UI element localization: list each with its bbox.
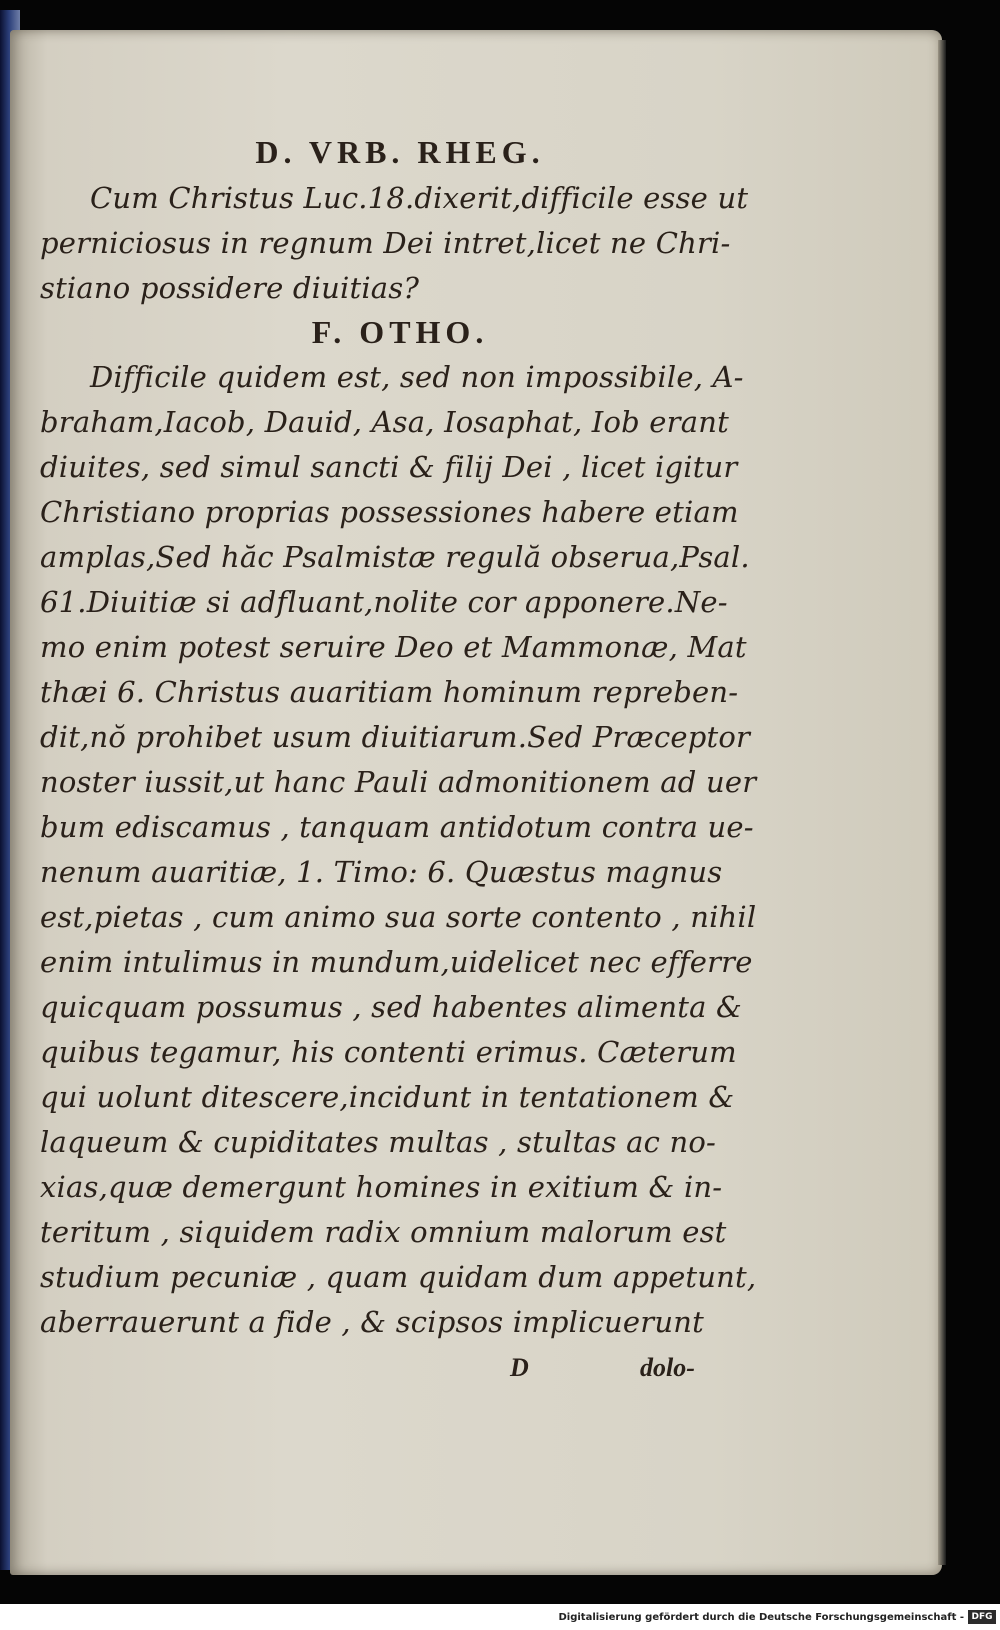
catchword: dolo- xyxy=(640,1353,695,1382)
text-line: Difficile quidem est, sed non impossibile, A- xyxy=(90,360,744,394)
signature-mark: D xyxy=(510,1353,529,1382)
text-line: bum ediscamus , tanquam antidotum contra ue- xyxy=(40,810,754,844)
text-line: teritum , siquidem radix omnium malorum est xyxy=(40,1215,727,1249)
text-line: quicquam possumus , sed habentes alimenta & xyxy=(40,990,743,1024)
text-line: braham,Iacob, Dauid, Asa, Iosaphat, Iob erant xyxy=(40,405,729,439)
text-line: xias,quæ demergunt homines in exitium & in- xyxy=(40,1170,723,1204)
text-line: mo enim potest seruire Deo et Mammonæ, Mat xyxy=(40,630,747,664)
text-line: stiano possidere diuitias? xyxy=(40,271,420,305)
text-line: enim intulimus in mundum,uidelicet nec efferre xyxy=(40,945,753,979)
page-edge-shadow xyxy=(938,40,946,1565)
text-line: nenum auaritiæ, 1. Timo: 6. Quæstus magnus xyxy=(40,855,723,889)
text-line: qui uolunt ditescere,incidunt in tentationem & xyxy=(40,1080,735,1114)
text-line: quibus tegamur, his contenti erimus. Cæterum xyxy=(40,1035,737,1069)
speaker-heading: F. OTHO. xyxy=(311,314,489,350)
text-line: Cum Christus Luc.18.dixerit,difficile esse ut xyxy=(90,181,749,215)
text-line: est,pietas , cum animo sua sorte contento , nihil xyxy=(40,900,757,934)
footer-credit: Digitalisierung gefördert durch die Deutsche Forschungsgemeinschaft - xyxy=(558,1612,964,1623)
text-line: thæi 6. Christus auaritiam hominum repreben- xyxy=(40,675,739,709)
text-line: amplas,Sed hăc Psalmistæ regulă obserua,Psal. xyxy=(40,540,750,574)
running-heading: D. VRB. RHEG. xyxy=(255,134,545,170)
text-line: laqueum & cupiditates multas , stultas ac no- xyxy=(40,1125,716,1159)
text-line: dit,nŏ prohibet usum diuitiarum.Sed Præceptor xyxy=(40,720,751,754)
text-line: studium pecuniæ , quam quidam dum appetunt, xyxy=(40,1260,757,1294)
dfg-logo-icon: DFG xyxy=(968,1610,996,1624)
text-line: diuites, sed simul sancti & filij Dei , licet igitur xyxy=(40,450,738,484)
text-line: aberrauerunt a fide , & scipsos implicuerunt xyxy=(40,1305,704,1339)
text-line: 61.Diuitiæ si adfluant,nolite cor apponere.Ne- xyxy=(40,585,728,619)
text-line: perniciosus in regnum Dei intret,licet ne Chri- xyxy=(40,226,731,260)
text-line: noster iussit,ut hanc Pauli admonitionem ad uer xyxy=(40,765,757,799)
text-line: Christiano proprias possessiones habere etiam xyxy=(40,495,739,529)
